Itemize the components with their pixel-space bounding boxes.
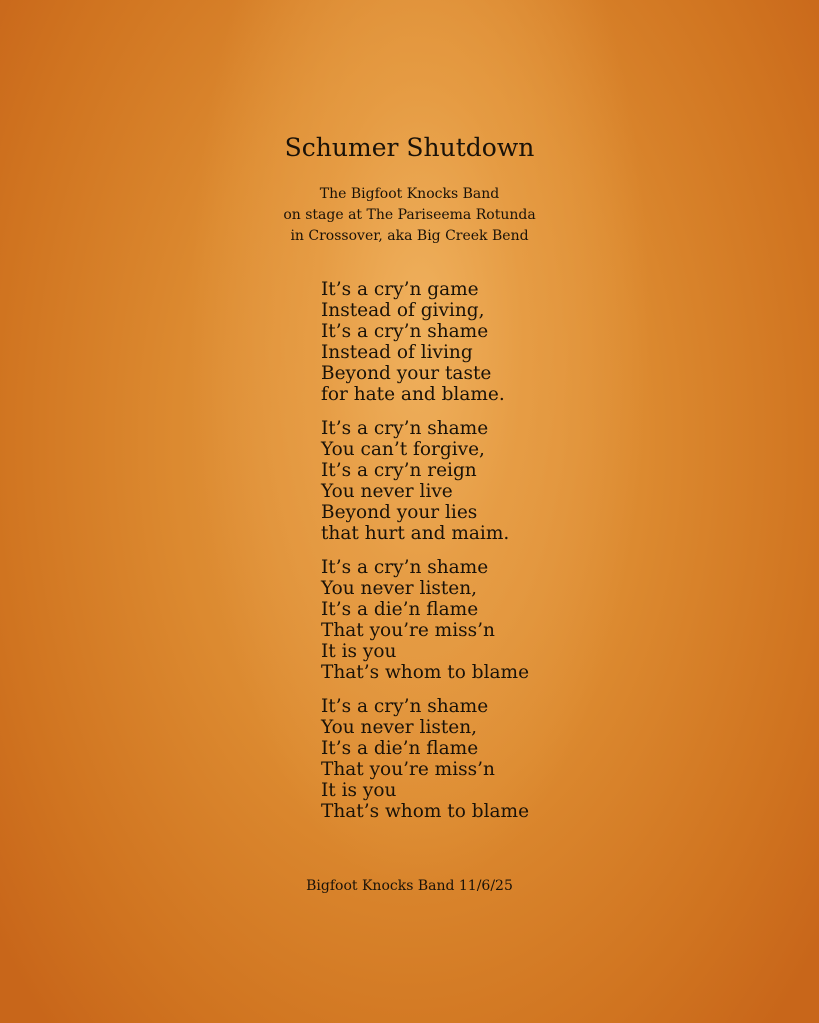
poem-line: Beyond your taste <box>321 363 492 384</box>
subtitle-line: The Bigfoot Knocks Band <box>319 186 500 202</box>
subtitle-line: in Crossover, aka Big Creek Bend <box>290 228 529 244</box>
stanza <box>321 557 529 683</box>
page-title: Schumer Shutdown <box>284 133 535 162</box>
poem-line: It is you <box>321 641 397 662</box>
subtitle-line: on stage at The Pariseema Rotunda <box>283 207 536 223</box>
poem-line: It’s a die’n flame <box>321 738 479 759</box>
poem-line: It’s a die’n flame <box>321 599 479 620</box>
poem-line: It’s a cry’n shame <box>321 321 489 342</box>
poem-line: It’s a cry’n shame <box>321 557 489 578</box>
poem-line: Instead of living <box>321 342 473 363</box>
subtitle <box>0 184 819 247</box>
poem-line: Instead of giving, <box>321 300 485 321</box>
poem-line: That’s whom to blame <box>321 801 530 822</box>
poem-line: You never live <box>321 481 453 502</box>
stanza <box>321 418 529 544</box>
poem-line: That you’re miss’n <box>321 759 495 780</box>
poem-line: It’s a cry’n reign <box>321 460 477 481</box>
poem-line: It is you <box>321 780 397 801</box>
poem-line: You never listen, <box>321 717 478 738</box>
poem-line: It’s a cry’n shame <box>321 418 489 439</box>
poem-line: It’s a cry’n game <box>321 279 479 300</box>
stanza <box>321 279 529 405</box>
poem-line: that hurt and maim. <box>321 523 510 544</box>
poem-line: It’s a cry’n shame <box>321 696 489 717</box>
poem-line: That’s whom to blame <box>321 662 530 683</box>
poem-line: You can’t forgive, <box>321 439 485 460</box>
poem-line: That you’re miss’n <box>321 620 495 641</box>
poem-line: Beyond your lies <box>321 502 478 523</box>
poem-line: You never listen, <box>321 578 478 599</box>
stanza <box>321 696 529 822</box>
poem-body <box>321 279 529 822</box>
footer-credit: Bigfoot Knocks Band 11/6/25 <box>306 878 513 894</box>
poem-line: for hate and blame. <box>321 384 505 405</box>
